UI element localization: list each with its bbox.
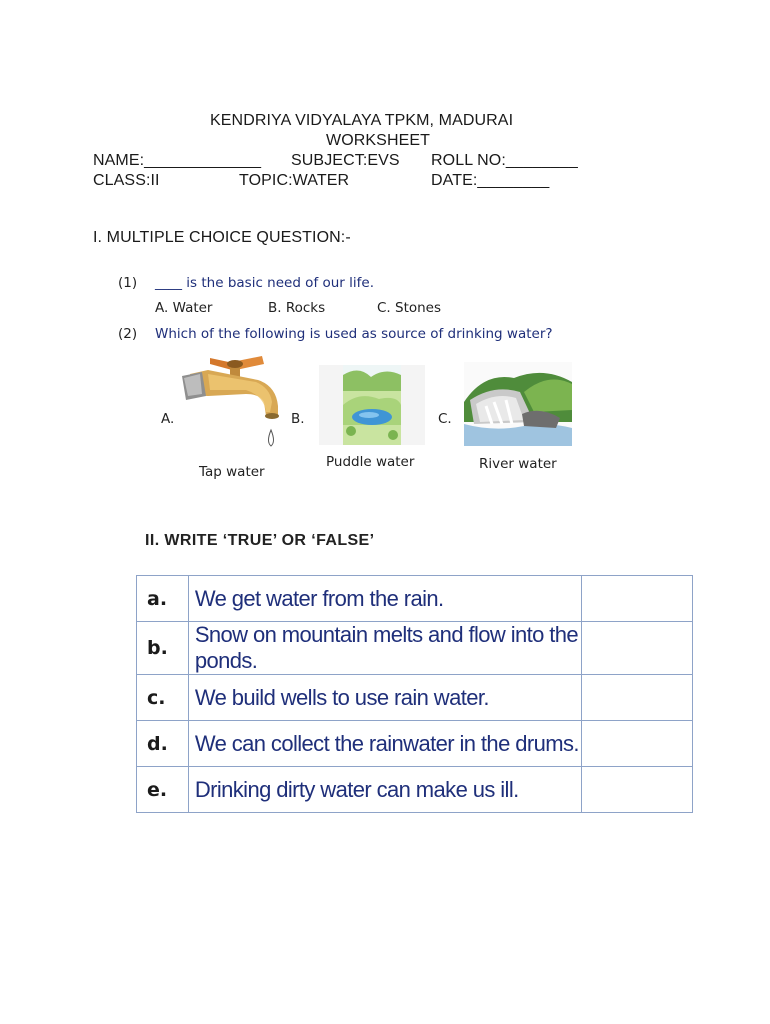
caption-river-water: River water — [479, 456, 557, 472]
row-statement: Drinking dirty water can make us ill. — [188, 767, 581, 813]
row-letter: b. — [137, 622, 189, 675]
section-2-title: II. WRITE ‘TRUE’ OR ‘FALSE’ — [145, 532, 375, 549]
question-1-option-b: B. Rocks — [268, 300, 326, 316]
true-false-table — [136, 575, 693, 813]
table-row — [137, 675, 693, 721]
row-letter: e. — [137, 767, 189, 813]
subject-label: SUBJECT:EVS — [291, 152, 400, 169]
table-row — [137, 622, 693, 675]
question-2-option-b-letter: B. — [291, 411, 305, 427]
section-1-title: I. MULTIPLE CHOICE QUESTION:- — [93, 229, 351, 246]
caption-puddle-water: Puddle water — [326, 454, 415, 470]
question-1-option-c: C. Stones — [377, 300, 442, 316]
document-type: WORKSHEET — [326, 132, 431, 149]
answer-cell[interactable] — [582, 767, 693, 813]
river-water-image — [464, 362, 572, 446]
caption-tap-water: Tap water — [199, 464, 265, 480]
row-letter: c. — [137, 675, 189, 721]
row-letter: a. — [137, 576, 189, 622]
row-statement: We get water from the rain. — [188, 576, 581, 622]
table-row — [137, 576, 693, 622]
date-label: DATE:________ — [431, 172, 550, 189]
question-2-text: Which of the following is used as source of drinking water? — [155, 326, 553, 342]
class-label: CLASS:II — [93, 172, 160, 189]
question-2-number: (2) — [118, 326, 138, 342]
question-2-option-a-letter: A. — [161, 411, 175, 427]
answer-cell[interactable] — [582, 721, 693, 767]
roll-number-label: ROLL NO:________ — [431, 152, 578, 169]
question-2-option-c-letter: C. — [438, 411, 452, 427]
row-letter: d. — [137, 721, 189, 767]
row-statement: Snow on mountain melts and flow into the ponds. — [188, 622, 581, 675]
answer-cell[interactable] — [582, 675, 693, 721]
question-1-text: ____ is the basic need of our life. — [155, 275, 374, 291]
answer-cell[interactable] — [582, 576, 693, 622]
school-name: KENDRIYA VIDYALAYA TPKM, MADURAI — [210, 112, 514, 129]
table-row — [137, 767, 693, 813]
tap-water-image — [180, 350, 286, 462]
answer-cell[interactable] — [582, 622, 693, 675]
question-1-option-a: A. Water — [155, 300, 213, 316]
table-row — [137, 721, 693, 767]
row-statement: We can collect the rainwater in the drums. — [188, 721, 581, 767]
question-1-number: (1) — [118, 275, 138, 291]
row-statement: We build wells to use rain water. — [188, 675, 581, 721]
topic-label: TOPIC:WATER — [239, 172, 350, 189]
puddle-water-image — [319, 365, 425, 445]
name-field-label: NAME:_____________ — [93, 152, 262, 169]
